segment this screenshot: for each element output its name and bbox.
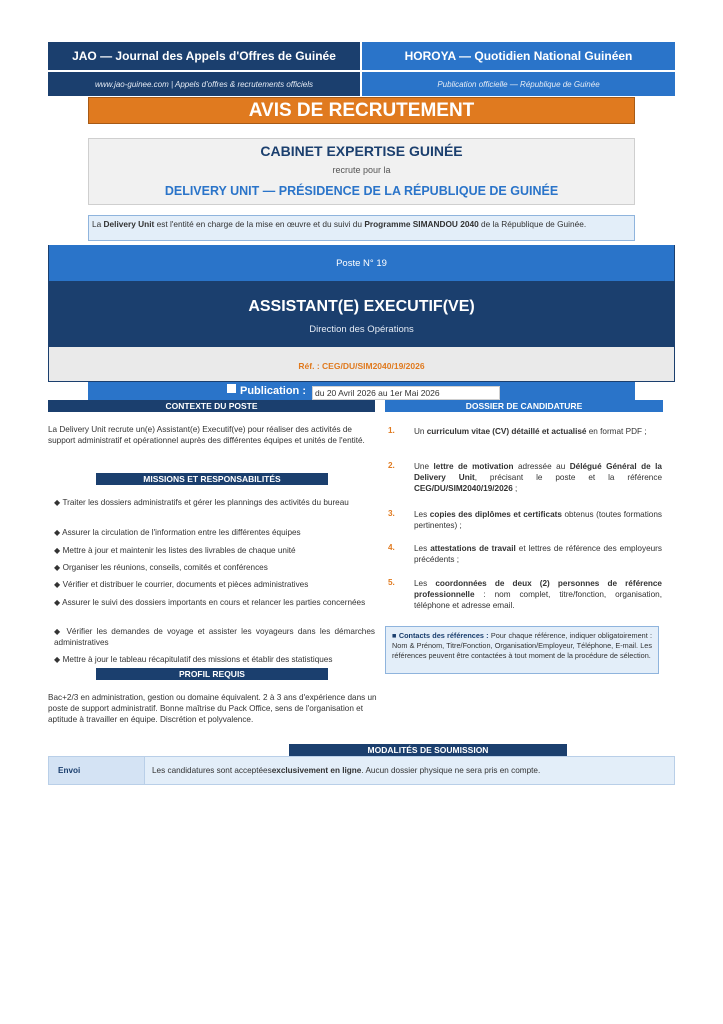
doc-text: , précisant le poste et la référence: [474, 473, 662, 482]
notice-banner: AVIS DE RECRUTEMENT: [88, 97, 635, 124]
missions-heading: MISSIONS ET RESPONSABILITÉS: [96, 473, 328, 485]
doc-text: Un: [414, 427, 427, 436]
contacts-label: ■ Contacts des références :: [392, 631, 489, 640]
doc-text: et lettres de référence des employeurs précédents ;: [414, 544, 662, 564]
mission-item: [54, 497, 375, 508]
mission-item: [54, 654, 375, 665]
doc-bold: attestations de travail: [430, 544, 516, 553]
doc-text: Les: [414, 510, 430, 519]
mission-text: Vérifier les demandes de voyage et assister les voyageurs dans les démarches administratives: [54, 627, 376, 647]
intro-text: La: [92, 219, 104, 229]
journal-title-horoya: HOROYA — Quotidien National Guinéen: [362, 42, 675, 70]
envoi-bold: exclusivement en ligne: [271, 766, 362, 775]
doc-number: 5.: [388, 578, 395, 587]
doc-number: 3.: [388, 509, 395, 518]
envoi-plain: Les candidatures sont acceptées: [152, 766, 272, 775]
doc-text: ;: [512, 484, 518, 493]
doc-number: 1.: [388, 426, 395, 435]
mission-text: Organiser les réunions, conseils, comités et conférences: [62, 563, 268, 572]
doc-bold: CEG/DU/SIM2040/19/2026: [414, 484, 513, 493]
job-reference: Réf. : CEG/DU/SIM2040/19/2026: [48, 347, 675, 382]
recrute-text: recrute pour la: [332, 165, 391, 175]
doc-item: [414, 509, 662, 531]
intro-bold: Delivery Unit: [103, 219, 155, 229]
envoi-label: Envoi: [48, 756, 145, 785]
mission-item: [54, 545, 375, 556]
diamond-bullet-icon: ◆: [54, 655, 61, 664]
doc-bold: coordonnées de deux (2) personnes de référence professionnelle: [414, 579, 662, 599]
intro-text: est l'entité en charge de la mise en œuvre et du suivi du: [154, 219, 365, 229]
client-name: DELIVERY UNIT — PRÉSIDENCE DE LA RÉPUBLIQUE DE GUINÉE: [164, 184, 559, 198]
doc-text: obtenus (toutes formations pertinentes) ;: [414, 510, 662, 530]
job-title: ASSISTANT(E) EXECUTIF(VE): [248, 298, 475, 315]
intro-note: [88, 215, 635, 241]
diamond-bullet-icon: ◆: [54, 563, 61, 572]
mission-item: [54, 626, 375, 648]
cabinet-name: CABINET EXPERTISE GUINÉE: [260, 143, 463, 159]
diamond-bullet-icon: ◆: [54, 627, 63, 636]
doc-text: : nom complet, titre/fonction, organisation, téléphone et adresse email.: [414, 590, 662, 610]
mission-text: Traiter les dossiers administratifs et gérer les plannings des activités du bureau: [62, 498, 349, 507]
doc-item: [414, 543, 662, 565]
publication-dates: du 20 Avril 2026 au 1er Mai 2026: [312, 386, 500, 400]
mission-item: [54, 597, 375, 608]
journal-title-jao: JAO — Journal des Appels d'Offres de Guinée: [48, 42, 360, 70]
diamond-bullet-icon: ◆: [54, 498, 61, 507]
mission-item: [54, 562, 375, 573]
doc-number: 4.: [388, 543, 395, 552]
journal-subtitle-jao: www.jao-guinee.com | Appels d'offres & recrutements officiels: [48, 72, 360, 96]
doc-text: en format PDF ;: [586, 427, 647, 436]
doc-bold: lettre de motivation: [433, 462, 514, 471]
poste-number: Poste N° 19: [48, 245, 675, 281]
contacts-text: Pour chaque référence, indiquer obligatoirement : Nom & Prénom, Titre/Fonction, Organisation/Employeur, Téléphone, E-mail. Les références peuvent être contactées à tout moment de la procédure de sélection.: [392, 631, 652, 660]
doc-text: Les: [414, 544, 431, 553]
doc-text: Les: [414, 579, 436, 588]
doc-text: Une: [414, 462, 434, 471]
mission-text: Mettre à jour et maintenir les listes des livrables de chaque unité: [62, 546, 296, 555]
job-block: [48, 281, 675, 347]
mission-text: Mettre à jour le tableau récapitulatif des missions et établir des statistiques: [62, 655, 333, 664]
diamond-bullet-icon: ◆: [54, 598, 61, 607]
doc-number: 2.: [388, 461, 395, 470]
mission-text: Vérifier et distribuer le courrier, documents et pièces administratives: [62, 580, 309, 589]
doc-bold: Délégué Général de la Delivery Unit: [414, 462, 662, 482]
mission-item: [54, 579, 375, 590]
publication-label: Publication :: [240, 385, 306, 397]
diamond-bullet-icon: ◆: [54, 580, 61, 589]
cabinet-block: [88, 138, 635, 205]
contacts-note: [385, 626, 659, 674]
contexte-text: La Delivery Unit recrute un(e) Assistant(e) Executif(ve) pour réaliser des activités de support administratif et opérationnel auprès des différentes équipes et unités de l'entité.: [48, 425, 365, 445]
diamond-bullet-icon: ◆: [54, 528, 61, 537]
mission-item: [54, 527, 375, 538]
modalites-heading: MODALITÉS DE SOUMISSION: [289, 744, 567, 756]
doc-item: [414, 461, 662, 494]
doc-text: adressée au: [513, 462, 570, 471]
doc-item: [414, 426, 662, 437]
envoi-text: [152, 756, 540, 785]
dossier-heading: DOSSIER DE CANDIDATURE: [385, 400, 663, 412]
mission-text: Assurer le suivi des dossiers importants en cours et relancer les parties concernées: [62, 598, 366, 607]
doc-bold: curriculum vitae (CV) détaillé et actualisé: [426, 427, 587, 436]
contexte-heading: CONTEXTE DU POSTE: [48, 400, 375, 412]
profil-heading: PROFIL REQUIS: [96, 668, 328, 680]
journal-subtitle-horoya: Publication officielle — République de Guinée: [362, 72, 675, 96]
intro-text: de la République de Guinée.: [478, 219, 587, 229]
job-direction: Direction des Opérations: [309, 324, 414, 335]
mission-text: Assurer la circulation de l'information entre les différentes équipes: [62, 528, 301, 537]
diamond-bullet-icon: ◆: [54, 546, 61, 555]
doc-item: [414, 578, 662, 611]
square-bullet-icon: [227, 384, 236, 393]
doc-bold: copies des diplômes et certificats: [429, 510, 562, 519]
intro-bold: Programme SIMANDOU 2040: [364, 219, 479, 229]
envoi-plain: . Aucun dossier physique ne sera pris en compte.: [361, 766, 541, 775]
profil-text: Bac+2/3 en administration, gestion ou domaine équivalent. 2 à 3 ans d'expérience dans un poste de support administratif. Bonne maîtrise du Pack Office, sens de l'organisation et aptitude à travailler en équipe. Discrétion et polyvalence.: [48, 693, 377, 724]
